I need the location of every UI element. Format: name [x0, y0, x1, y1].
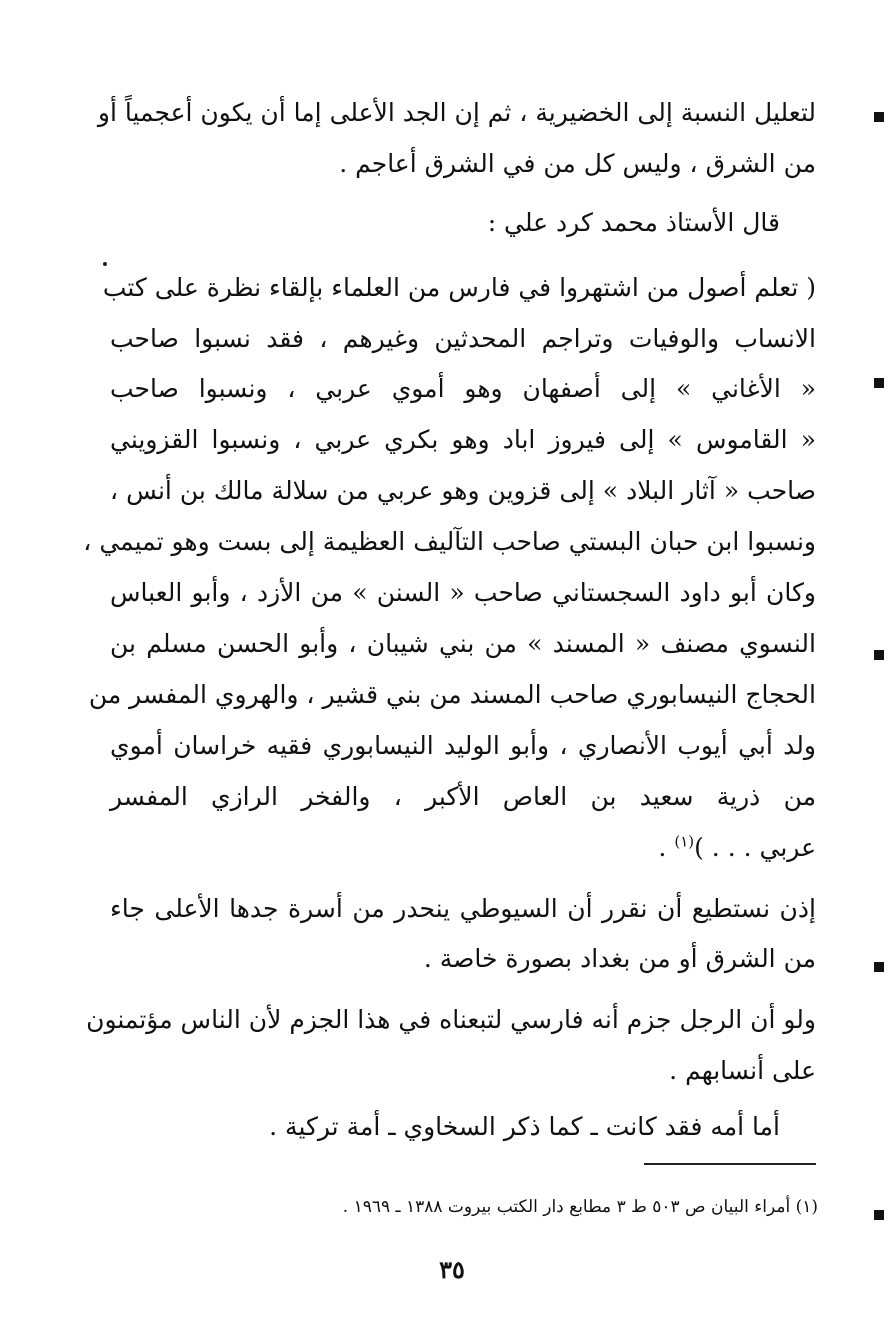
text-line: إذن نستطيع أن نقرر أن السيوطي ينحدر من أسرة جدها الأعلى جاء [110, 894, 816, 923]
text-line [658, 831, 816, 865]
text-line: أما أمه فقد كانت ـ كما ذكر السخاوي ـ أمة تركية . [269, 1112, 780, 1141]
text-line: لتعليل النسبة إلى الخضيرية ، ثم إن الجد الأعلى إما أن يكون أعجمياً أو [97, 98, 816, 127]
text-line: من الشرق ، وليس كل من في الشرق أعاجم . [339, 149, 816, 178]
text-line: ولد أبي أيوب الأنصاري ، وأبو الوليد النيسابوري فقيه خراسان أموي [110, 731, 816, 760]
text-line: ( تعلم أصول من اشتهروا في فارس من العلماء بإلقاء نظرة على كتب [102, 273, 816, 302]
text-line: « الأغاني » إلى أصفهان وهو أموي عربي ، ونسبوا صاحب [110, 374, 816, 403]
text-line: النسوي مصنف « المسند » من بني شيبان ، وأبو الحسن مسلم بن [110, 629, 816, 658]
text-line: « القاموس » إلى فيروز اباد وهو بكري عربي ، ونسبوا القزويني [110, 425, 816, 454]
text-line: صاحب « آثار البلاد » إلى قزوين وهو عربي من سلالة مالك بن أنس ، [110, 476, 816, 505]
text-line: قال الأستاذ محمد كرد علي : [487, 208, 780, 237]
text-line: من الشرق أو من بغداد بصورة خاصة . [423, 944, 816, 973]
text-line: على أنسابهم . [669, 1056, 816, 1085]
edge-mark [874, 378, 884, 388]
text-line: الحجاج النيسابوري صاحب المسند من بني قشير ، والهروي المفسر من [88, 680, 816, 709]
edge-mark [874, 1210, 884, 1220]
text-line: ولو أن الرجل جزم أنه فارسي لتبعناه في هذا الجزم لأن الناس مؤتمنون [86, 1005, 816, 1034]
footnote-ref: (١) [674, 832, 695, 851]
edge-mark [874, 112, 884, 122]
edge-mark [874, 650, 884, 660]
footnote-separator [644, 1163, 816, 1165]
text-line: الانساب والوفيات وتراجم المحدثين وغيرهم ، فقد نسبوا صاحب [110, 324, 816, 353]
text-line: ونسبوا ابن حبان البستي صاحب التآليف العظيمة إلى بست وهو تميمي ، [83, 527, 816, 556]
text-line: وكان أبو داود السجستاني صاحب « السنن » من الأزد ، وأبو العباس [110, 578, 816, 607]
stray-dot [103, 262, 107, 266]
text-line: من ذرية سعيد بن العاص الأكبر ، والفخر الرازي المفسر [110, 782, 816, 811]
edge-mark [874, 962, 884, 972]
quote-end: عربي . . . ) [694, 833, 816, 862]
footnote: (١) أمراء البيان ص ٥٠٣ ط ٣ مطابع دار الكتب بيروت ١٣٨٨ ـ ١٩٦٩ . [342, 1197, 818, 1217]
quote-end-tail: . [658, 833, 675, 862]
page-number: ٣٥ [439, 1255, 465, 1284]
